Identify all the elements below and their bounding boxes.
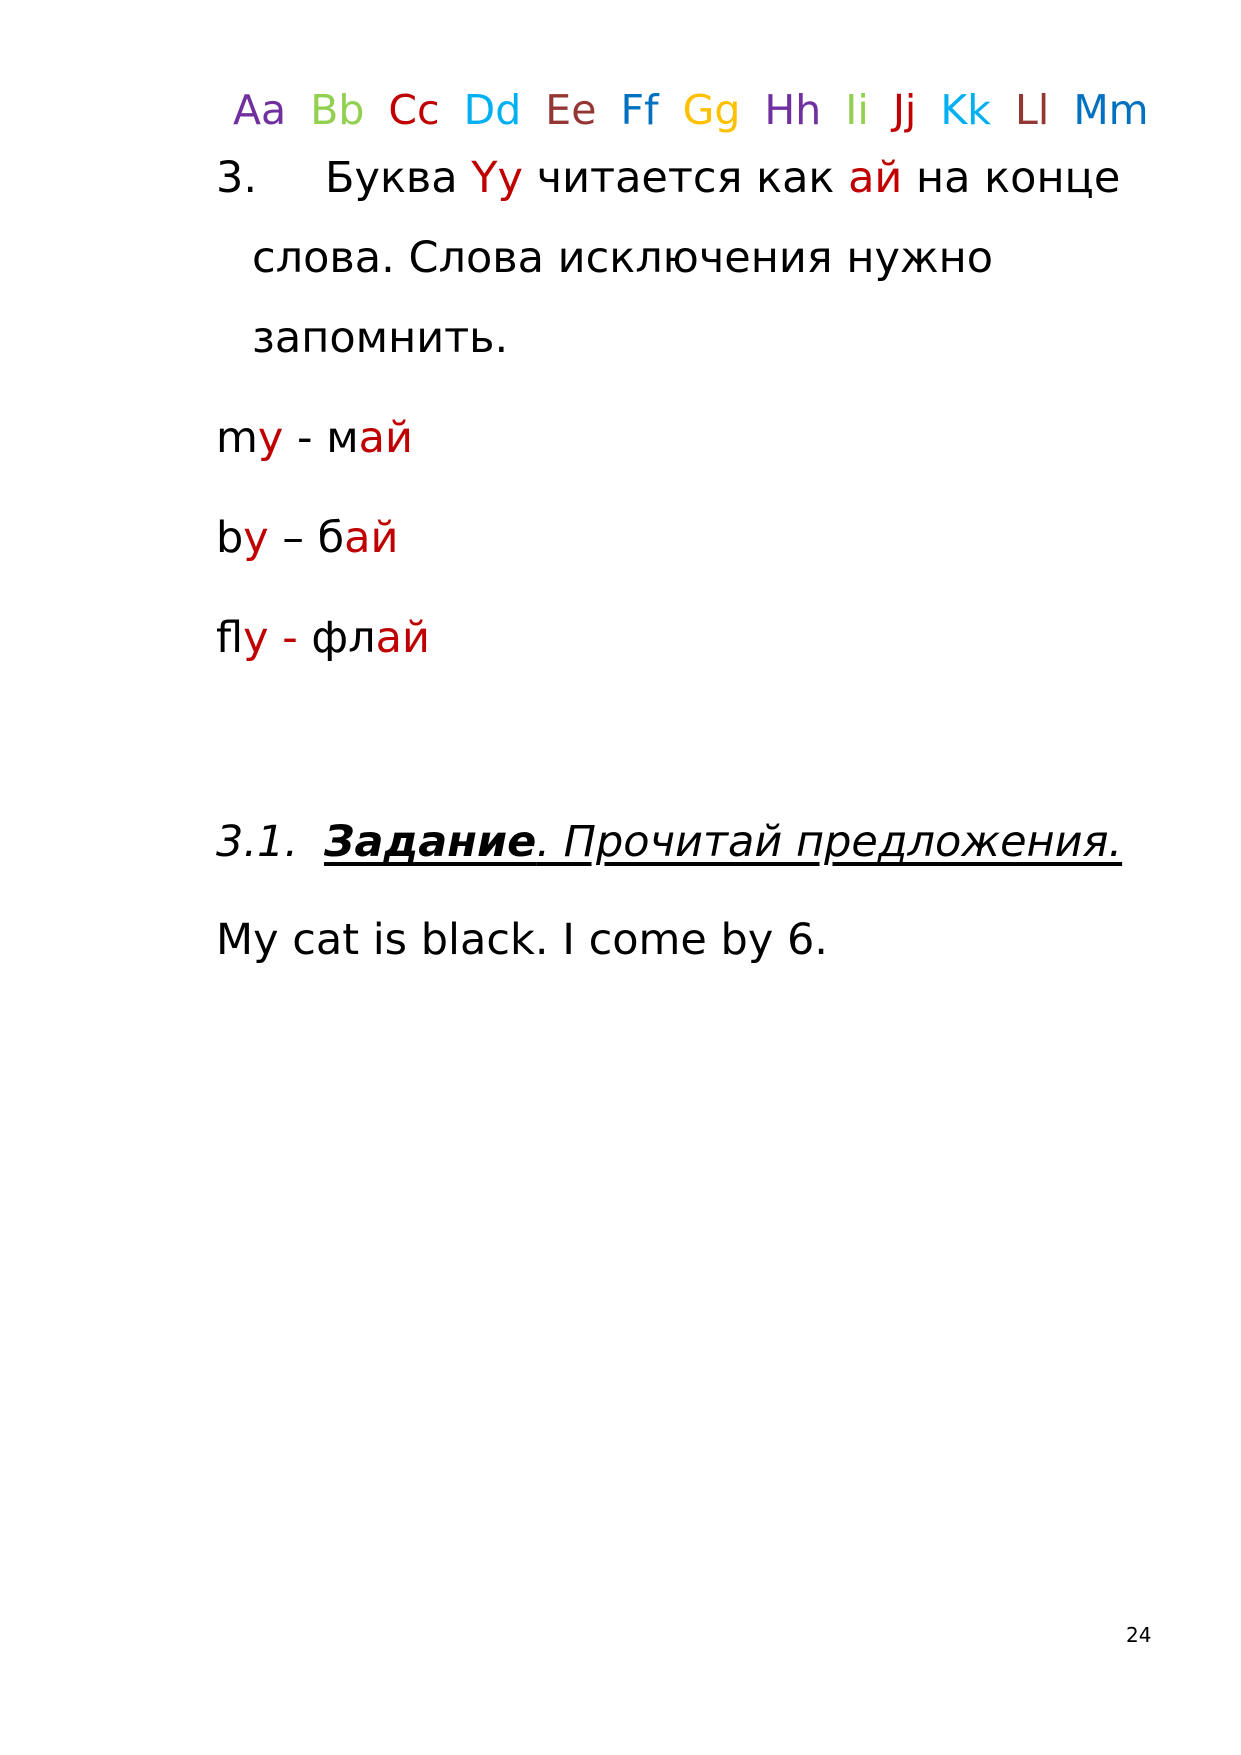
example-transcription: м: [326, 413, 359, 463]
task-heading: [216, 812, 1122, 872]
example-transcription: фл: [311, 613, 376, 663]
example-word: fl: [216, 613, 244, 663]
alphabet-row: [233, 80, 1160, 140]
task-text: [324, 817, 1122, 867]
rule-letter: Yy: [471, 153, 523, 203]
example-row: [216, 508, 398, 568]
alphabet-pair: Bb: [310, 86, 365, 134]
rule-text: читается как: [523, 153, 849, 203]
example-transcription: б: [317, 513, 345, 563]
alphabet-pair: Aa: [233, 86, 287, 134]
example-word-highlight: y: [243, 513, 269, 563]
rule-line-2: слова. Слова исключения нужно: [252, 233, 994, 283]
example-separator: -: [283, 413, 327, 463]
example-transcription-highlight: ай: [358, 413, 413, 463]
alphabet-pair: Cc: [388, 86, 440, 134]
example-row: [216, 408, 413, 468]
rule-sound: ай: [848, 153, 903, 203]
example-separator: -: [268, 613, 312, 663]
example-transcription-highlight: ай: [344, 513, 399, 563]
rule-line-3: запомнить.: [252, 313, 509, 363]
rule-line-1: [216, 148, 1120, 208]
practice-sentence: My cat is black. I come by 6.: [216, 915, 828, 965]
alphabet-pair: Gg: [682, 86, 741, 134]
alphabet-pair: Kk: [940, 86, 991, 134]
page-number: 24: [1126, 1623, 1152, 1647]
example-row: [216, 608, 430, 668]
rule-text: на конце: [902, 153, 1121, 203]
example-word-highlight: y: [243, 613, 269, 663]
alphabet-pair: Dd: [463, 86, 522, 134]
task-label: Задание: [324, 817, 537, 867]
rule-number: 3.: [216, 153, 258, 203]
alphabet-pair: Ff: [620, 86, 659, 134]
alphabet-pair: Mm: [1073, 86, 1149, 134]
alphabet-pair: Jj: [892, 86, 917, 134]
alphabet-pair: Ee: [545, 86, 597, 134]
alphabet-pair: Ll: [1015, 86, 1050, 134]
task-instruction: . Прочитай предложения.: [536, 817, 1123, 867]
task-number: 3.1.: [216, 817, 299, 867]
alphabet-pair: Hh: [764, 86, 822, 134]
example-word-highlight: y: [257, 413, 284, 463]
alphabet-pair: Ii: [845, 86, 869, 134]
rule-text: Буква: [325, 153, 472, 203]
example-word: m: [216, 413, 258, 463]
example-separator: –: [268, 513, 318, 563]
example-word: b: [216, 513, 244, 563]
example-transcription-highlight: ай: [375, 613, 430, 663]
